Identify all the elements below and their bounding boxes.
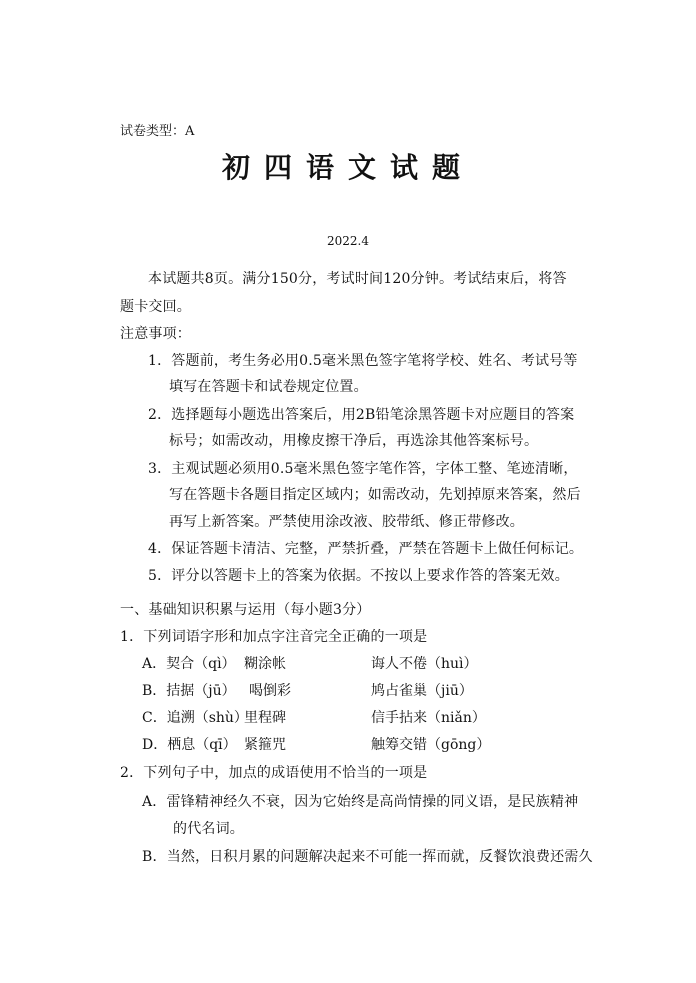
option-b-word: B．拮据（jū） [142,683,236,699]
notice-item-2-line-2: 标号；如需改动，用橡皮擦干净后，再选涂其他答案标号。 [169,433,539,449]
option-a-word: A．契合（qì） [142,656,236,672]
question-2-option-a-line-2: 的代名词。 [173,821,244,837]
option-a-phrase: 糊涂帐 [244,656,286,672]
question-1-option-b [142,680,582,700]
notice-item-2-line-1: 2．选择题每小题选出答案后，用2B铅笔涂黑答题卡对应题目的答案 [148,407,575,423]
notice-heading: 注意事项： [120,326,191,342]
option-c-idiom: 信手拈来（niǎn） [371,710,486,726]
question-1-stem: 1．下列词语字形和加点字注音完全正确的一项是 [120,629,428,645]
question-2-option-b-line-1: B．当然，日积月累的问题解决起来不可能一挥而就，反餐饮浪费还需久 [142,849,593,865]
notice-item-5: 5．评分以答题卡上的答案为依据。不按以上要求作答的答案无效。 [148,568,569,584]
section-1-heading: 一、基础知识积累与运用（每小题3分） [120,602,371,618]
notice-item-1-line-2: 填写在答题卡和试卷规定位置。 [169,379,368,395]
notice-item-3-line-3: 再写上新答案。严禁使用涂改液、胶带纸、修正带修改。 [169,514,524,530]
option-a-idiom: 诲人不倦（huì） [371,656,478,672]
question-2-option-a-line-1: A．雷锋精神经久不衰，因为它始终是高尚情操的同义语，是民族精神 [142,794,579,810]
intro-line-1: 本试题共8页。满分150分，考试时间120分钟。考试结束后，将答 [148,271,567,287]
option-d-word: D．栖息（qī） [142,737,237,753]
question-2-stem: 2．下列句子中，加点的成语使用不恰当的一项是 [120,765,428,781]
option-c-phrase: 里程碑 [244,710,286,726]
option-b-idiom: 鸠占雀巢（jiū） [371,683,473,699]
option-d-idiom: 触筹交错（gōng） [371,737,491,753]
question-1-option-d [142,734,582,754]
page-title: 初四语文试题 [221,151,474,184]
notice-item-1-line-1: 1．答题前，考生务必用0.5毫米黑色签字笔将学校、姓名、考试号等 [148,353,578,369]
exam-type-label: 试卷类型：A [120,124,195,139]
notice-item-4: 4．保证答题卡清洁、完整，严禁折叠，严禁在答题卡上做任何标记。 [148,541,584,557]
exam-date: 2022.4 [327,234,369,248]
option-b-phrase: 喝倒彩 [249,683,291,699]
option-c-word: C．追溯（shù） [142,710,248,726]
notice-item-3-line-2: 写在答题卡各题目指定区域内；如需改动，先划掉原来答案，然后 [169,487,581,503]
intro-line-2: 题卡交回。 [120,299,191,315]
notice-item-3-line-1: 3．主观试题必须用0.5毫米黑色签字笔作答，字体工整、笔迹清晰， [148,461,578,477]
option-d-phrase: 紧箍咒 [244,737,286,753]
question-1-option-c [142,707,582,727]
question-1-option-a [142,653,582,673]
